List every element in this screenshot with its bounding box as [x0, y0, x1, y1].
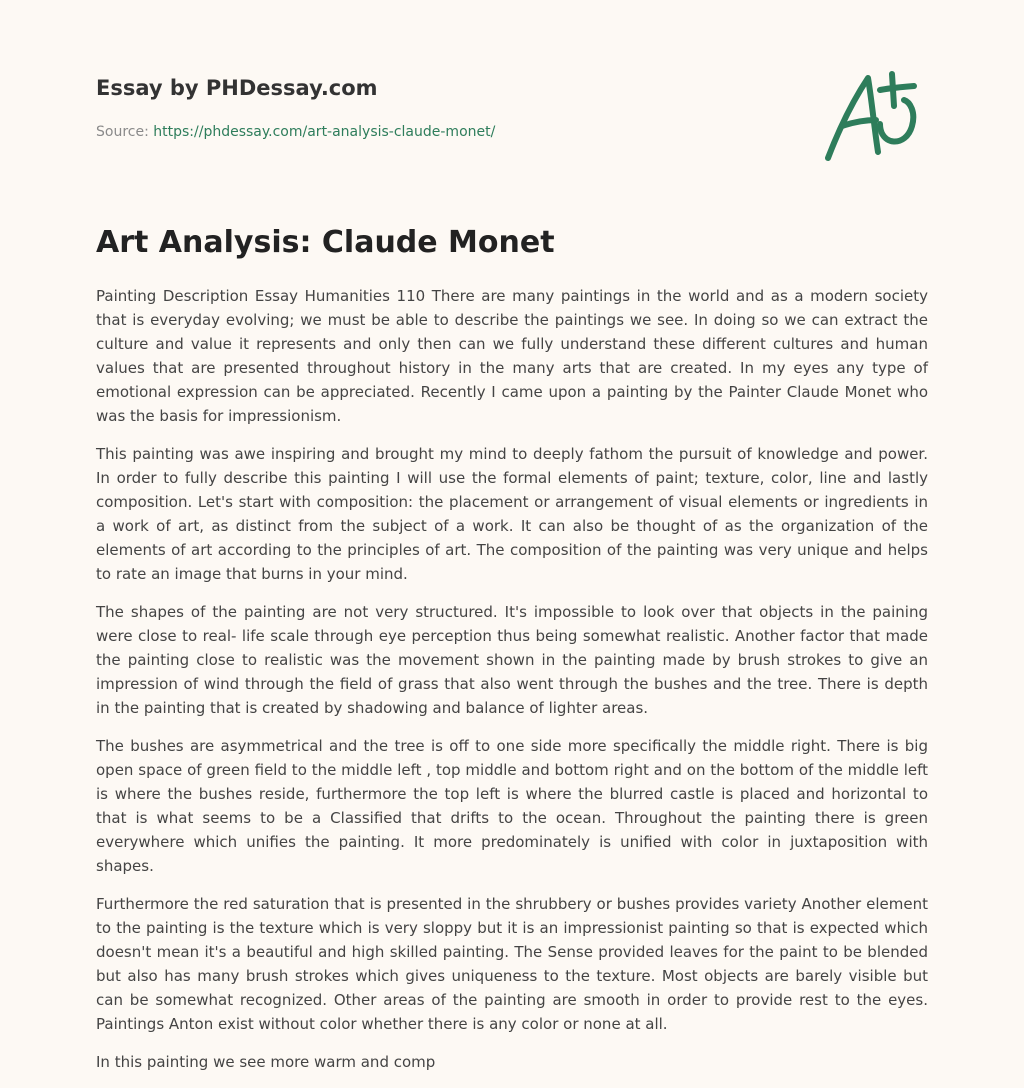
paragraph: In this painting we see more warm and comp [96, 1053, 436, 1071]
article-title: Art Analysis: Claude Monet [96, 225, 555, 260]
a-plus-logo-icon [818, 66, 930, 166]
article-body [96, 284, 928, 1088]
paragraph: This painting was awe inspiring and brought my mind to deeply fathom the pursuit of knowledge and power. In order to fully describe this painting I will use the formal elements of paint; texture, color, line and lastly composition. Let's start with composition: the placement or arrangement of visual elements or ingredients in a work of art, as distinct from the subject of a work. It can also be thought of as the organization of the elements of art according to the principles of art. The composition of the painting was very unique and helps to rate an image that burns in your mind. [96, 445, 928, 583]
paragraph: The bushes are asymmetrical and the tree is off to one side more specifically the middle right. There is big open space of green field to the middle left , top middle and bottom right and on the bottom of the middle left is where the bushes reside, furthermore the top left is where the blurred castle is placed and horizontal to that is what seems to be a Classified that drifts to the ocean. Throughout the painting there is green everywhere which unifies the painting. It more predominately is unified with color in juxtaposition with shapes. [96, 737, 928, 875]
source-link[interactable]: https://phdessay.com/art-analysis-claude-monet/ [153, 124, 496, 140]
paragraph: The shapes of the painting are not very structured. It's impossible to look over that objects in the paining were close to real- life scale through eye perception thus being somewhat realistic. Another factor that made the painting close to realistic was the movement shown in the painting made by brush strokes to give an impression of wind through the field of grass that also went through the bushes and the tree. There is depth in the painting that is created by shadowing and balance of lighter areas. [96, 603, 928, 717]
paragraph: Painting Description Essay Humanities 110 There are many paintings in the world and as a modern society that is everyday evolving; we must be able to describe the paintings we see. In doing so we can extract the culture and value it represents and only then can we fully understand these different cultures and human values that are presented throughout history in the many arts that are created. In my eyes any type of emotional expression can be appreciated. Recently I came upon a painting by the Painter Claude Monet who was the basis for impressionism. [96, 287, 928, 425]
source-line [96, 124, 495, 140]
brand-title: Essay by PHDessay.com [96, 76, 378, 100]
source-label: Source: [96, 124, 154, 140]
paragraph: Furthermore the red saturation that is presented in the shrubbery or bushes provides variety Another element to the painting is the texture which is very sloppy but it is an impressionist painting so that is expected which doesn't mean it's a beautiful and high skilled painting. The Sense provided leaves for the paint to be blended but also has many brush strokes which gives uniqueness to the texture. Most objects are barely visible but can be somewhat recognized. Other areas of the painting are smooth in order to provide rest to the eyes. Paintings Anton exist without color whether there is any color or none at all. [96, 895, 928, 1033]
